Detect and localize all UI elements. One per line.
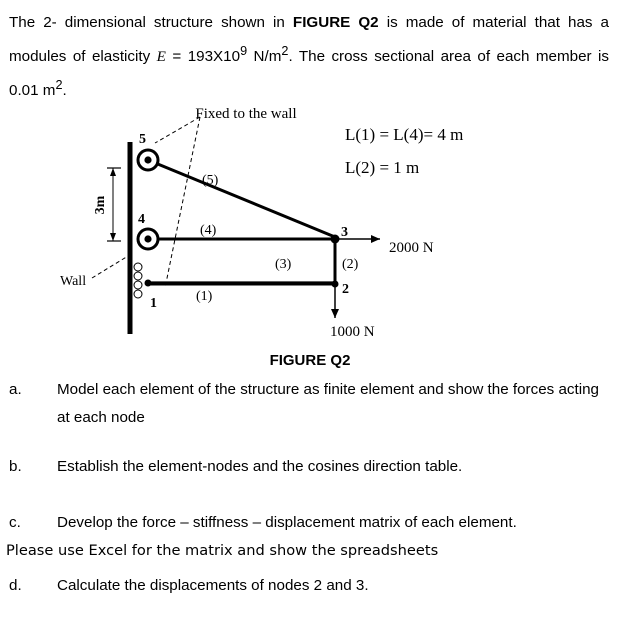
member-5 [148,160,335,237]
fixed-label: Fixed to the wall [195,106,297,122]
roller-3 [134,281,142,289]
question-text: Calculate the displacements of nodes 2 and 3. [57,577,369,594]
figure-reference: FIGURE Q2 [292,14,379,31]
question-c [6,509,609,565]
node-1-dot [145,280,152,287]
area-exponent: 2 [55,78,63,93]
question-letter: a. [9,381,22,398]
node-label-5: 5 [139,132,146,147]
wall-leader [92,256,128,278]
roller-2 [134,272,142,280]
node-label-4: 4 [138,212,145,227]
length-2-label: L(2) = 1 m [345,158,420,177]
dimension-arrow-bottom [110,233,116,241]
intro-text-1: The 2- dimensional structure shown in [9,14,293,31]
question-d [9,572,609,600]
intro-text-4: . [62,82,67,100]
fixed-leader-a [165,117,200,288]
modulus-unit: N/m [247,48,282,66]
wall-label: Wall [60,274,87,289]
question-text: Develop the force – stiffness – displacement matrix of each element. [57,514,517,531]
question-letter: c. [9,514,21,531]
intro-text-3: . The cross sectional area of each member is 0.01 m [9,48,610,100]
element-label-1: (1) [196,289,213,304]
question-note: Please use Excel for the matrix and show the spreadsheets [6,542,439,559]
roller-1 [134,263,142,271]
element-label-3: (3) [275,257,292,272]
force-h-label: 2000 N [389,240,434,256]
structure-figure [0,98,620,358]
pin-node-5 [144,156,151,163]
problem-statement [9,9,609,105]
figure-caption: FIGURE Q2 [269,352,351,369]
node-label-1: 1 [150,296,157,311]
force-v-label: 1000 N [330,324,375,340]
length-1-4-label: L(1) = L(4)= 4 m [345,125,464,144]
dimension-arrow-top [110,168,116,176]
question-b [9,453,609,481]
modulus-exponent: 9 [240,44,248,58]
element-label-5: (5) [202,173,219,188]
question-letter: b. [9,458,22,475]
node-label-3: 3 [341,225,348,240]
pin-node-4 [144,235,151,242]
node-label-2: 2 [342,282,349,297]
modulus-unit-exponent: 2 [281,44,289,58]
question-text: Model each element of the structure as finite element and show the forces acting at each node [57,381,599,426]
question-text: Establish the element-nodes and the cosines direction table. [57,458,463,475]
element-label-4: (4) [200,223,217,238]
roller-4 [134,290,142,298]
modulus-value: = 193X10 [165,48,241,66]
fixed-leader-b [155,117,200,143]
question-a [9,376,609,432]
intro-text-2: is made of material that has a modules of elasticity [9,14,609,66]
dimension-label: 3m [93,195,108,215]
question-letter: d. [9,577,22,594]
element-label-2: (2) [342,257,359,272]
modulus-symbol: E [156,48,166,66]
